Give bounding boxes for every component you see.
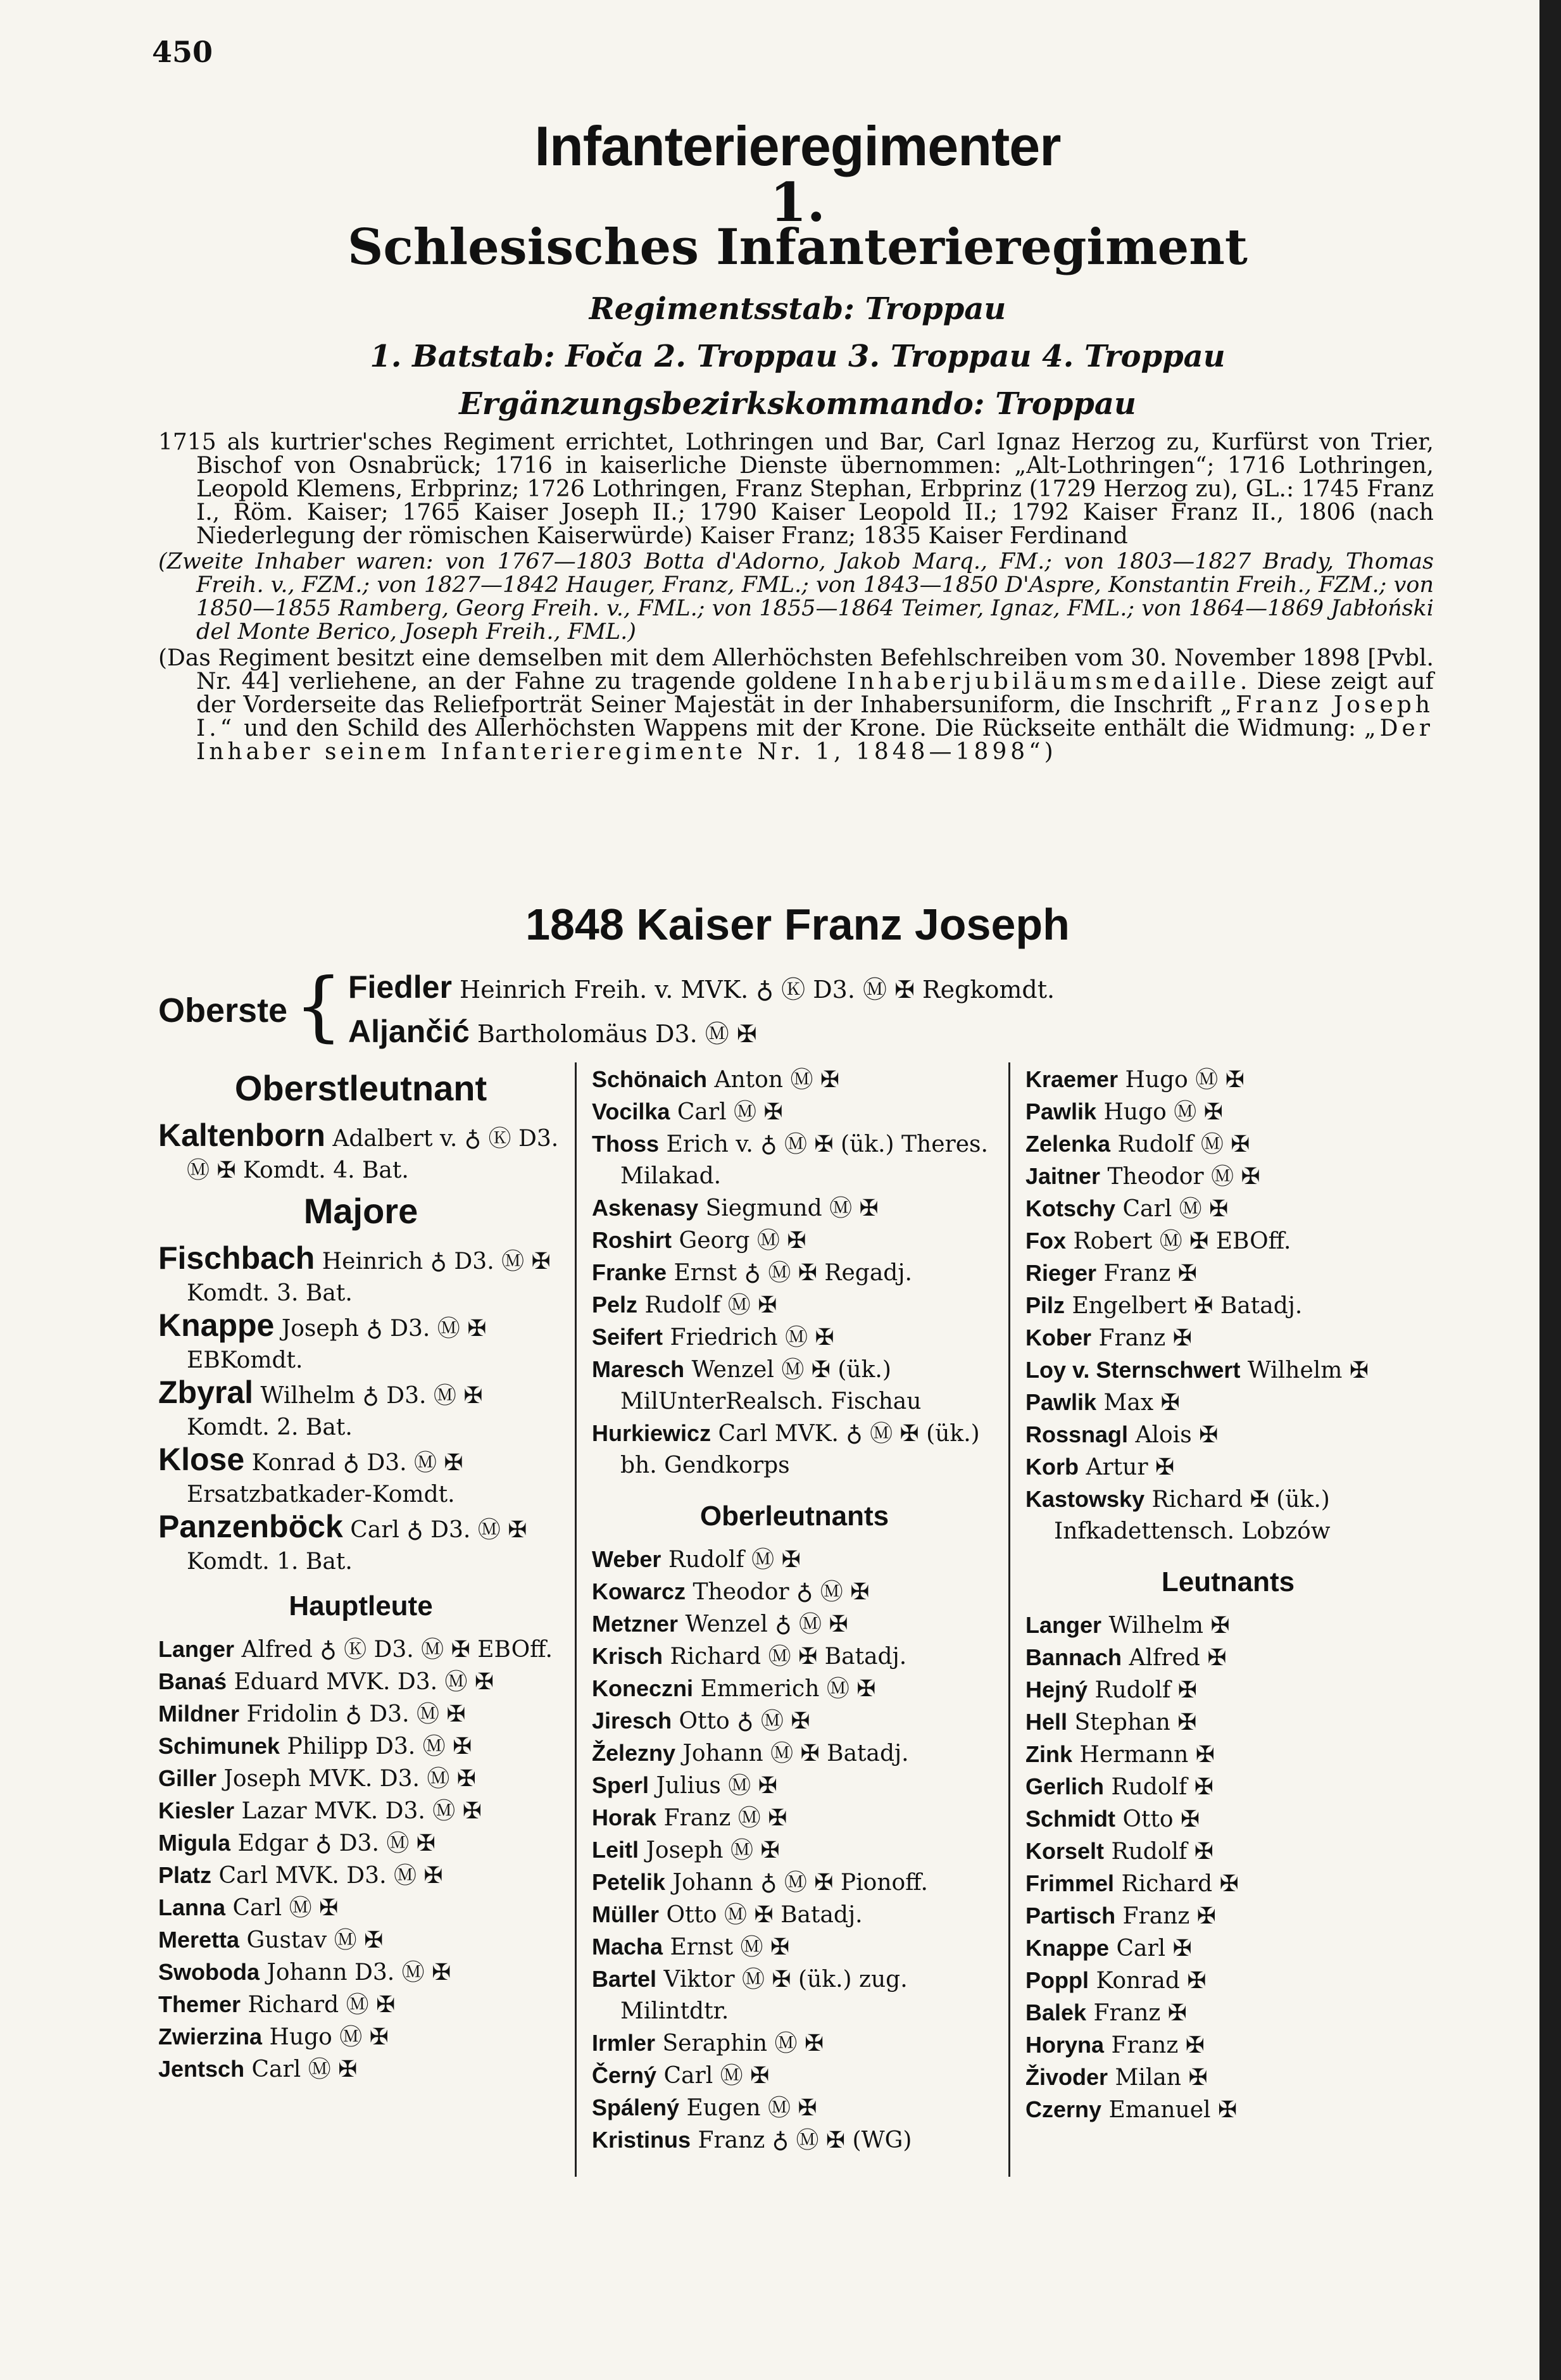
officer-surname: Gerlich: [1025, 1773, 1105, 1799]
batstab: 1. Batstab: Foča 2. Troppau 3. Troppau 4. Troppau: [370, 339, 1226, 374]
officer-details: Franz ✠: [1103, 1261, 1197, 1287]
officer-entry: [1025, 2029, 1431, 2062]
officer-details: Carl Ⓜ ✠: [677, 1099, 783, 1125]
officer-entry: [158, 1666, 563, 1698]
officer-surname: Jiresch: [592, 1708, 672, 1734]
regiment-number: 1.: [770, 171, 825, 234]
officer-surname: Horak: [592, 1804, 657, 1830]
officer-details: Stephan ✠: [1074, 1709, 1197, 1735]
officer-entry: [1025, 1965, 1431, 1997]
regimentsstab: Regimentsstab: Troppau: [589, 291, 1006, 327]
officer-surname: Swoboda: [158, 1959, 260, 1985]
officer-details: Erich v. ♁ Ⓜ ✠ (ük.) Theres. Milakad.: [620, 1131, 988, 1189]
officer-details: Hermann ✠: [1079, 1742, 1215, 1768]
section-heading-hauptleute: Hauptleute: [289, 1590, 433, 1621]
officer-entry: [158, 1242, 563, 1309]
officer-entry: [158, 1827, 563, 1860]
officer-surname: Fox: [1025, 1228, 1067, 1254]
officer-details: Alois ✠: [1135, 1422, 1219, 1448]
officer-details: Alfred ♁ Ⓚ D3. Ⓜ ✠ EBOff.: [241, 1637, 553, 1663]
officer-entry: [1025, 1997, 1431, 2029]
officer-surname: Pawlik: [1025, 1099, 1097, 1124]
column-divider: [1008, 1062, 1010, 2177]
officer-surname: Koneczni: [592, 1675, 694, 1701]
officer-surname: Kastowsky: [1025, 1486, 1145, 1512]
officer-details: Franz Ⓜ ✠: [663, 1805, 787, 1831]
officer-details: Otto ✠: [1122, 1806, 1200, 1832]
officer-details: Carl Ⓜ ✠: [1122, 1196, 1229, 1222]
officer-details: Heinrich ♁ D3. Ⓜ ✠ Komdt. 3. Bat.: [187, 1249, 551, 1306]
officer-surname: Kristinus: [592, 2127, 691, 2153]
officer-details: Wilhelm ♁ D3. Ⓜ ✠ Komdt. 2. Bat.: [187, 1383, 483, 1440]
officer-entry: [1025, 1483, 1431, 1547]
officer-details: Franz ✠: [1098, 1325, 1192, 1351]
officer-entry: [158, 1860, 563, 1892]
officer-entry: [592, 1096, 997, 1128]
officer-surname: Jentsch: [158, 2056, 245, 2082]
officer-details: Adalbert v. ♁ Ⓚ D3. Ⓜ ✠ Komdt. 4. Bat.: [187, 1126, 559, 1183]
officer-details: Richard Ⓜ ✠: [248, 1992, 396, 2018]
section-heading-oberleutnants: Oberleutnants: [699, 1501, 889, 1532]
officer-surname: Knappe: [1025, 1935, 1110, 1961]
officer-entry: [592, 1289, 997, 1321]
officer-surname: Spálený: [592, 2094, 680, 2120]
officer-details: Wenzel Ⓜ ✠ (ük.) MilUnterRealsch. Fischau: [620, 1357, 922, 1414]
hauptleute-list-continued: [592, 1064, 997, 1482]
ergaenzungsbezirk: Ergänzungsbezirkskommando: Troppau: [459, 386, 1136, 422]
officer-entry: [1025, 1257, 1431, 1290]
officer-entry: [592, 2124, 997, 2156]
officer-details: Hugo Ⓜ ✠: [269, 2024, 389, 2050]
officer-entry: [1025, 1161, 1431, 1193]
officer-surname: Schönaich: [592, 1066, 708, 1092]
officer-surname: Lanna: [158, 1894, 226, 1920]
officer-entry: [592, 1770, 997, 1802]
column-2: [592, 1064, 997, 2156]
officer-entry: [592, 1257, 997, 1289]
officer-details: Lazar MVK. D3. Ⓜ ✠: [241, 1798, 482, 1824]
officer-details: Joseph ♁ D3. Ⓜ ✠ EBKomdt.: [187, 1316, 487, 1373]
officer-entry: [1025, 1225, 1431, 1257]
officer-details: Friedrich Ⓜ ✠: [670, 1325, 834, 1351]
officer-entry: [592, 1899, 997, 1931]
officer-surname: Kaltenborn: [158, 1118, 325, 1153]
officer-details: Carl MVK. ♁ Ⓜ ✠ (ük.) bh. Gendkorps: [620, 1421, 980, 1478]
officer-entry: [158, 1444, 563, 1511]
officer-entry: [592, 1931, 997, 1963]
officer-surname: Železny: [592, 1740, 676, 1766]
officer-details: Wenzel ♁ Ⓜ ✠: [685, 1611, 848, 1637]
officer-surname: Partisch: [1025, 1903, 1116, 1929]
oberleutnants-list: [592, 1544, 997, 2156]
officer-surname: Bannach: [1025, 1644, 1122, 1670]
officer-entry: [592, 1192, 997, 1225]
officer-entry: [1025, 1290, 1431, 1322]
oberleutnants-list-continued: [1025, 1064, 1431, 1547]
officer-details: Artur ✠: [1086, 1454, 1175, 1480]
officer-entry: [1025, 1674, 1431, 1706]
officer-details: Rudolf Ⓜ ✠: [1117, 1131, 1250, 1157]
officer-entry: [592, 2092, 997, 2124]
officer-surname: Kiesler: [158, 1798, 235, 1823]
officer-surname: Krisch: [592, 1643, 663, 1669]
officer-entry: [1025, 1771, 1431, 1803]
history-paragraph: 1715 als kurtrier'sches Regiment errichtet, Lothringen und Bar, Carl Ignaz Herzog zu, Kurfürst von Trier, Bischof von Osnabrück; 1716 in kaiserliche Dienste übernommen: „Alt-Lothringen“; 1716 Lothringen, Leopold Klemens, Erbprinz; 1726 Lothringen, Franz Stephan, Erbprinz (1729 Herzog zu), GL.: 1745 Franz I., Röm. Kaiser; 1765 Kaiser Joseph II.; 1790 Kaiser Leopold II.; 1792 Kaiser Franz II., 1806 (nach Niederlegung der römischen Kaiserwürde) Kaiser Franz; 1835 Kaiser Ferdinand: [158, 429, 1434, 549]
second-owners-paragraph: (Zweite Inhaber waren: von 1767—1803 Botta d'Adorno, Jakob Marq., FM.; von 1803—1827 Brady, Thomas Freih. v., FZM.; von 1827—1842 Hauger, Franz, FML.; von 1843—1850 D'Aspre, Konstantin Freih., FZM.; von 1850—1855 Ramberg, Georg Freih. v., FML.; von 1855—1864 Teimer, Ignaz, FML.; von 1864—1869 Jabłoński del Monte Berico, Joseph Freih., FML.): [158, 549, 1434, 645]
leutnants-list: [1025, 1609, 1431, 2126]
officer-entry: [158, 1309, 563, 1376]
officer-entry: [1025, 1419, 1431, 1451]
officer-details: Ernst Ⓜ ✠: [670, 1934, 790, 1960]
officer-entry: [1025, 2062, 1431, 2094]
officer-details: Milan ✠: [1115, 2065, 1208, 2091]
officer-entry: [592, 1867, 997, 1899]
officer-details: Franz ✠: [1122, 1903, 1216, 1929]
officer-surname: Giller: [158, 1765, 217, 1791]
officer-surname: Jaitner: [1025, 1163, 1101, 1189]
officer-surname: Vocilka: [592, 1099, 670, 1124]
officer-entry: [158, 1730, 563, 1763]
officer-details: Rudolf ✠: [1111, 1839, 1213, 1865]
officer-details: Hugo Ⓜ ✠: [1103, 1099, 1223, 1125]
officer-surname: Zwierzina: [158, 2024, 263, 2049]
officer-surname: Kowarcz: [592, 1578, 686, 1604]
officer-surname: Kober: [1025, 1325, 1092, 1351]
officer-details: Otto ♁ Ⓜ ✠: [679, 1708, 810, 1734]
officer-surname: Langer: [158, 1636, 235, 1662]
officer-details: Robert Ⓜ ✠ EBOff.: [1073, 1228, 1291, 1254]
officer-details: Richard Ⓜ ✠ Batadj.: [670, 1644, 907, 1670]
officer-entry: [592, 1705, 997, 1737]
officer-entry: [1025, 1706, 1431, 1739]
officer-details: Konrad ♁ D3. Ⓜ ✠ Ersatzbatkader-Komdt.: [187, 1450, 463, 1508]
officer-details: Richard ✠: [1121, 1871, 1239, 1897]
officer-details: Anton Ⓜ ✠: [714, 1067, 840, 1093]
officer-surname: Knappe: [158, 1307, 275, 1343]
oberstleutnant-list: [158, 1119, 563, 1187]
officer-surname: Korb: [1025, 1454, 1079, 1480]
officer-entry: [592, 1418, 997, 1482]
officer-entry: [158, 1989, 563, 2021]
officer-entry: [592, 1544, 997, 1576]
officer-details: Ernst ♁ Ⓜ ✠ Regadj.: [674, 1260, 912, 1286]
officer-surname: Korselt: [1025, 1838, 1105, 1864]
officer-details: Eugen Ⓜ ✠: [686, 2095, 817, 2121]
regiment-name: Schlesisches Infanterieregiment: [348, 218, 1248, 276]
officer-details: Alfred ✠: [1129, 1645, 1227, 1671]
officer-details: Emmerich Ⓜ ✠: [700, 1676, 876, 1702]
officer-surname: Leitl: [592, 1837, 639, 1863]
officer-details: Philipp D3. Ⓜ ✠: [287, 1734, 472, 1760]
officer-entry: [592, 2027, 997, 2060]
officer-surname: Schmidt: [1025, 1806, 1116, 1832]
officer-surname: Zbyral: [158, 1375, 254, 1410]
officer-entry: [1025, 1096, 1431, 1128]
officer-details: Carl Ⓜ ✠: [663, 2063, 770, 2089]
officer-entry: [1025, 1609, 1431, 1642]
officer-entry: [592, 1608, 997, 1640]
officer-entry: [1025, 1900, 1431, 1932]
officer-surname: Franke: [592, 1259, 667, 1285]
officer-surname: Poppl: [1025, 1967, 1089, 1993]
officer-surname: Pawlik: [1025, 1389, 1097, 1415]
officer-entry: [1025, 1835, 1431, 1868]
officer-details: Johann D3. Ⓜ ✠: [266, 1960, 451, 1986]
officer-surname: Themer: [158, 1991, 241, 2017]
officer-details: Wilhelm ✠: [1247, 1357, 1369, 1383]
oberste-label: Oberste: [158, 992, 288, 1029]
officer-surname: Loy v. Sternschwert: [1025, 1357, 1241, 1383]
officer-details: Emanuel ✠: [1108, 2097, 1238, 2123]
officer-surname: Thoss: [592, 1131, 660, 1157]
column-1: [158, 1064, 563, 2086]
officer-surname: Horyna: [1025, 2032, 1105, 2058]
officer-details: Georg Ⓜ ✠: [679, 1228, 806, 1254]
officer-details: Carl Ⓜ ✠: [251, 2056, 358, 2082]
officer-details: Eduard MVK. D3. Ⓜ ✠: [234, 1669, 494, 1695]
officer-details: Theodor ♁ Ⓜ ✠: [693, 1579, 870, 1605]
officer-surname: Schimunek: [158, 1733, 280, 1759]
officer-surname: Hell: [1025, 1709, 1068, 1735]
officer-details: Konrad ✠: [1096, 1968, 1207, 1994]
officer-surname: Roshirt: [592, 1227, 672, 1253]
officer-surname: Kraemer: [1025, 1066, 1119, 1092]
officer-details: Engelbert ✠ Batadj.: [1072, 1293, 1303, 1319]
officer-surname: Rieger: [1025, 1260, 1097, 1286]
officer-entry: [1025, 1354, 1431, 1387]
officer-entry: [592, 1834, 997, 1867]
officer-surname: Macha: [592, 1934, 663, 1960]
officer-details: Carl ♁ D3. Ⓜ ✠ Komdt. 1. Bat.: [187, 1517, 527, 1575]
officer-details: Johann Ⓜ ✠ Batadj.: [682, 1741, 909, 1766]
officer-surname: Zelenka: [1025, 1131, 1111, 1157]
officer-entry: [158, 1698, 563, 1730]
officer-details: Wilhelm ✠: [1108, 1613, 1230, 1639]
officer-details: Franz ✠: [1111, 2032, 1205, 2058]
officer-details: Julius Ⓜ ✠: [656, 1773, 777, 1799]
officer-details: Rudolf ✠: [1094, 1677, 1197, 1703]
officer-surname: Rossnagl: [1025, 1421, 1129, 1447]
officer-entry: [158, 2053, 563, 2086]
officer-entry: [158, 1892, 563, 1924]
officer-details: Johann ♁ Ⓜ ✠ Pionoff.: [672, 1870, 928, 1896]
officer-entry: [1025, 1803, 1431, 1835]
officer-entry: [158, 1956, 563, 1989]
officer-entry: [592, 1321, 997, 1354]
officer-details: Richard ✠ (ük.) Infkadettensch. Lobzów: [1054, 1487, 1331, 1544]
officer-surname: Klose: [158, 1442, 245, 1477]
officer-entry: [1025, 1739, 1431, 1771]
officer-details: Theodor Ⓜ ✠: [1107, 1164, 1260, 1190]
officer-entry: [1025, 1868, 1431, 1900]
officer-entry: [592, 1225, 997, 1257]
officer-details: Seraphin Ⓜ ✠: [662, 2031, 824, 2056]
officer-details: Rudolf ✠: [1111, 1774, 1213, 1800]
officer-details: Siegmund Ⓜ ✠: [705, 1195, 879, 1221]
oberst-entry: Aljančić Bartholomäus D3. Ⓜ ✠: [348, 1014, 757, 1049]
officer-details: Otto Ⓜ ✠ Batadj.: [666, 1902, 863, 1928]
officer-details: Gustav Ⓜ ✠: [246, 1927, 384, 1953]
officer-surname: Živoder: [1025, 2064, 1108, 2090]
officer-entry: [1025, 1128, 1431, 1161]
officer-entry: [592, 1576, 997, 1608]
officer-entry: [592, 1354, 997, 1418]
officer-entry: [1025, 1322, 1431, 1354]
officer-surname: Pilz: [1025, 1292, 1065, 1318]
officer-surname: Platz: [158, 1862, 212, 1888]
officer-details: Edgar ♁ D3. Ⓜ ✠: [237, 1830, 436, 1856]
medal-paragraph: (Das Regiment besitzt eine demselben mit dem Allerhöchsten Befehlschreiben vom 30. November 1898 [Pvbl. Nr. 44] verliehene, an der Fahne zu tragende goldene Inhaberjubiläumsmedaille. Diese zeigt auf der Vorderseite das Reliefporträt Seiner Majestät in der Inhabersuniform, die Inschrift „Franz Joseph I.“ und den Schild des Allerhöchsten Wappens mit der Krone. Die Rückseite enthält die Widmung: „Der Inhaber seinem Infanterieregimente Nr. 1, 1848—1898“): [158, 645, 1434, 765]
section-heading-leutnants: Leutnants: [1161, 1566, 1295, 1597]
officer-surname: Sperl: [592, 1772, 649, 1798]
officer-surname: Czerny: [1025, 2096, 1102, 2122]
officer-surname: Müller: [592, 1901, 660, 1927]
officer-details: Carl MVK. D3. Ⓜ ✠: [218, 1863, 443, 1889]
officer-surname: Bartel: [592, 1966, 657, 1992]
inhaber-heading: 1848 Kaiser Franz Joseph: [525, 900, 1070, 949]
officer-surname: Maresch: [592, 1356, 685, 1382]
officer-details: Joseph MVK. D3. Ⓜ ✠: [223, 1766, 476, 1792]
officer-entry: [1025, 2094, 1431, 2126]
officer-surname: Migula: [158, 1830, 230, 1856]
officer-details: Joseph Ⓜ ✠: [646, 1837, 780, 1863]
officer-surname: Černý: [592, 2062, 657, 2088]
section-heading-oberstleutnant: Oberstleutnant: [234, 1068, 487, 1108]
officer-surname: Irmler: [592, 2030, 656, 2056]
officer-details: Carl ✠: [1116, 1936, 1192, 1961]
officer-entry: [592, 1064, 997, 1096]
officer-entry: [1025, 1064, 1431, 1096]
officer-surname: Kotschy: [1025, 1195, 1116, 1221]
officer-details: Hugo Ⓜ ✠: [1125, 1067, 1244, 1093]
officer-entry: [158, 1763, 563, 1795]
officer-entry: [592, 1640, 997, 1673]
officer-surname: Banaś: [158, 1668, 227, 1694]
officer-surname: Petelik: [592, 1869, 666, 1895]
officer-entry: [158, 1511, 563, 1578]
officer-surname: Weber: [592, 1546, 661, 1572]
officer-surname: Mildner: [158, 1701, 240, 1727]
officer-surname: Hejný: [1025, 1677, 1088, 1703]
officer-surname: Metzner: [592, 1611, 679, 1637]
officer-surname: Hurkiewicz: [592, 1420, 712, 1446]
officer-details: Rudolf Ⓜ ✠: [644, 1292, 777, 1318]
officer-surname: Frimmel: [1025, 1870, 1115, 1896]
officer-entry: [158, 2021, 563, 2053]
officer-entry: [158, 1634, 563, 1666]
officer-entry: [158, 1376, 563, 1444]
officer-surname: Askenasy: [592, 1195, 699, 1221]
officer-entry: [1025, 1193, 1431, 1225]
officer-entry: [1025, 1642, 1431, 1674]
majore-list: [158, 1242, 563, 1578]
page-number: 450: [152, 35, 213, 69]
officer-surname: Langer: [1025, 1612, 1102, 1638]
officer-surname: Pelz: [592, 1292, 638, 1318]
regiment-history: [158, 431, 1434, 764]
officer-surname: Fischbach: [158, 1240, 315, 1276]
column-3: [1025, 1064, 1431, 2126]
officer-entry: [1025, 1451, 1431, 1483]
section-heading-majore: Majore: [303, 1191, 418, 1231]
officer-details: Max ✠: [1103, 1390, 1180, 1416]
officer-entry: [1025, 1387, 1431, 1419]
hauptleute-list: [158, 1634, 563, 2086]
officer-entry: [158, 1795, 563, 1827]
officer-surname: Panzenböck: [158, 1509, 343, 1544]
officer-entry: [592, 2060, 997, 2092]
officer-entry: [592, 1802, 997, 1834]
officer-surname: Zink: [1025, 1741, 1073, 1767]
brace-symbol: {: [294, 962, 343, 1050]
oberste-block: [158, 962, 1424, 1057]
scan-edge: [1539, 0, 1561, 2380]
officer-entry: [158, 1924, 563, 1956]
category-title: Infanterieregimenter: [534, 115, 1061, 177]
oberst-entry: Fiedler Heinrich Freih. v. MVK. ♁ Ⓚ D3. Ⓜ ✠ Regkomdt.: [348, 969, 1055, 1005]
officer-entry: [592, 1128, 997, 1192]
officer-details: Viktor Ⓜ ✠ (ük.) zug. Milintdtr.: [620, 1967, 908, 2024]
officer-details: Franz ✠: [1093, 2000, 1187, 2026]
officer-entry: [158, 1119, 563, 1187]
officer-details: Carl Ⓜ ✠: [232, 1895, 339, 1921]
officer-surname: Balek: [1025, 1999, 1087, 2025]
officer-details: Rudolf Ⓜ ✠: [668, 1547, 801, 1573]
officer-details: Fridolin ♁ D3. Ⓜ ✠: [246, 1701, 466, 1727]
officer-details: Franz ♁ Ⓜ ✠ (WG): [698, 2127, 912, 2153]
officer-entry: [592, 1963, 997, 2027]
officer-entry: [592, 1737, 997, 1770]
column-divider: [575, 1062, 577, 2177]
officer-entry: [1025, 1932, 1431, 1965]
officer-entry: [592, 1673, 997, 1705]
officer-surname: Meretta: [158, 1927, 240, 1953]
officer-surname: Seifert: [592, 1324, 663, 1350]
